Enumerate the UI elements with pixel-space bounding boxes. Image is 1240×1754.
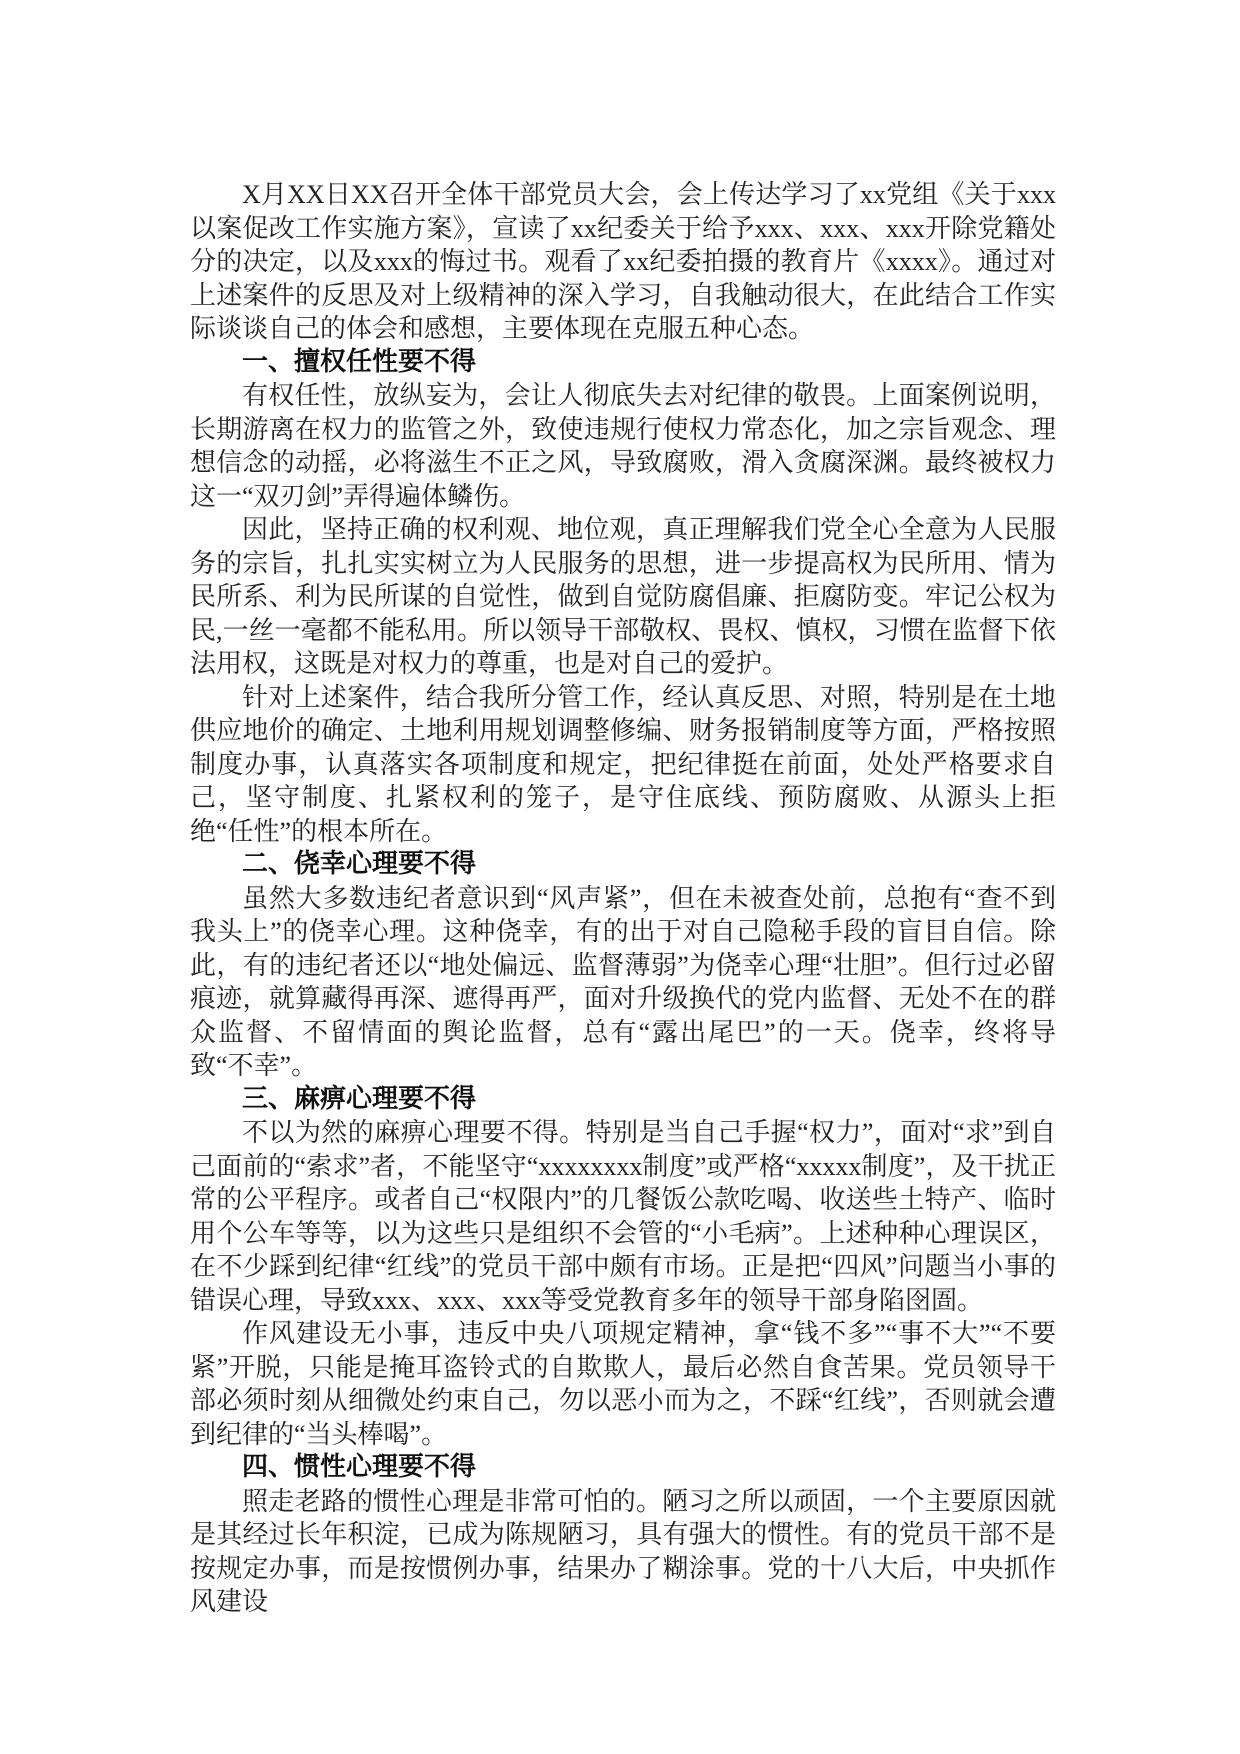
- body-paragraph: 有权任性，放纵妄为，会让人彻底失去对纪律的敬畏。上面案例说明，长期游离在权力的监管之外，致使违规行使权力常态化，加之宗旨观念、理想信念的动摇，必将滋生不正之风，导致腐败，滑入贪腐深渊。最终被权力这一“双刃剑”弄得遍体鳞伤。: [190, 381, 1056, 511]
- section-heading: 四、惯性心理要不得: [242, 1452, 477, 1482]
- body-paragraph: 不以为然的麻痹心理要不得。特别是当自己手握“权力”，面对“求”到自己面前的“索求”者，不能坚守“xxxxxxxx制度”或严格“xxxxx制度”，及干扰正常的公平程序。或者自己“权限内”的几餐饭公款吃喝、收送些土特产、临时用个公车等等，以为这些只是组织不会管的“小毛病”。上述种种心理误区，在不少踩到纪律“红线”的党员干部中颇有市场。正是把“四风”问题当小事的错误心理，导致xxx、xxx、xxx等受党教育多年的领导干部身陷囹圄。: [190, 1118, 1056, 1315]
- body-paragraph: 作风建设无小事，违反中央八项规定精神，拿“钱不多”“事不大”“不要紧”开脱，只能是掩耳盗铃式的自欺欺人，最后必然自食苦果。党员领导干部必须时刻从细微处约束自己，勿以恶小而为之，不踩“红线”，否则就会遭到纪律的“当头棒喝”。: [190, 1319, 1056, 1449]
- body-paragraph: 因此，坚持正确的权利观、地位观，真正理解我们党全心全意为人民服务的宗旨，扎扎实实树立为人民服务的思想，进一步提高权为民所用、情为民所系、利为民所谋的自觉性，做到自觉防腐倡廉、拒腐防变。牢记公权为民,一丝一毫都不能私用。所以领导干部敬权、畏权、慎权，习惯在监督下依法用权，这既是对权力的尊重，也是对自己的爱护。: [190, 515, 1056, 678]
- body-paragraph: 虽然大多数违纪者意识到“风声紧”，但在未被查处前，总抱有“查不到我头上”的侥幸心理。这种侥幸，有的出于对自己隐秘手段的盲目自信。除此，有的违纪者还以“地处偏远、监督薄弱”为侥幸心理“壮胆”。但行过必留痕迹，就算藏得再深、遮得再严，面对升级换代的党内监督、无处不在的群众监督、不留情面的舆论监督，总有“露出尾巴”的一天。侥幸，终将导致“不幸”。: [190, 883, 1056, 1080]
- body-paragraph: 针对上述案件，结合我所分管工作，经认真反思、对照，特别是在土地供应地价的确定、土地利用规划调整修编、财务报销制度等方面，严格按照制度办事，认真落实各项制度和规定，把纪律挺在前面，处处严格要求自己，坚守制度、扎紧权利的笼子，是守住底线、预防腐败、从源头上拒绝“任性”的根本所在。: [190, 682, 1056, 846]
- section-heading: 三、麻痹心理要不得: [242, 1083, 477, 1114]
- body-paragraph: 照走老路的惯性心理是非常可怕的。陋习之所以顽固，一个主要原因就是其经过长年积淀，已成为陈规陋习，具有强大的惯性。有的党员干部不是按规定办事，而是按惯例办事，结果办了糊涂事。党的十八大后，中央抓作风建设: [190, 1486, 1056, 1616]
- section-heading: 一、擅权任性要不得: [242, 346, 477, 377]
- intro-paragraph: X月XX日XX召开全体干部党员大会，会上传达学习了xx党组《关于xxx以案促改工作实施方案》，宣读了xx纪委关于给予xxx、xxx、xxx开除党籍处分的决定，以及xxx的悔过书。观看了xx纪委拍摄的教育片《xxxx》。通过对上述案件的反思及对上级精神的深入学习，自我触动很大，在此结合工作实际谈谈自己的体会和感想，主要体现在克服五种心态。: [190, 180, 1056, 343]
- section-heading: 二、侥幸心理要不得: [242, 849, 477, 879]
- document-body: [190, 178, 1056, 1619]
